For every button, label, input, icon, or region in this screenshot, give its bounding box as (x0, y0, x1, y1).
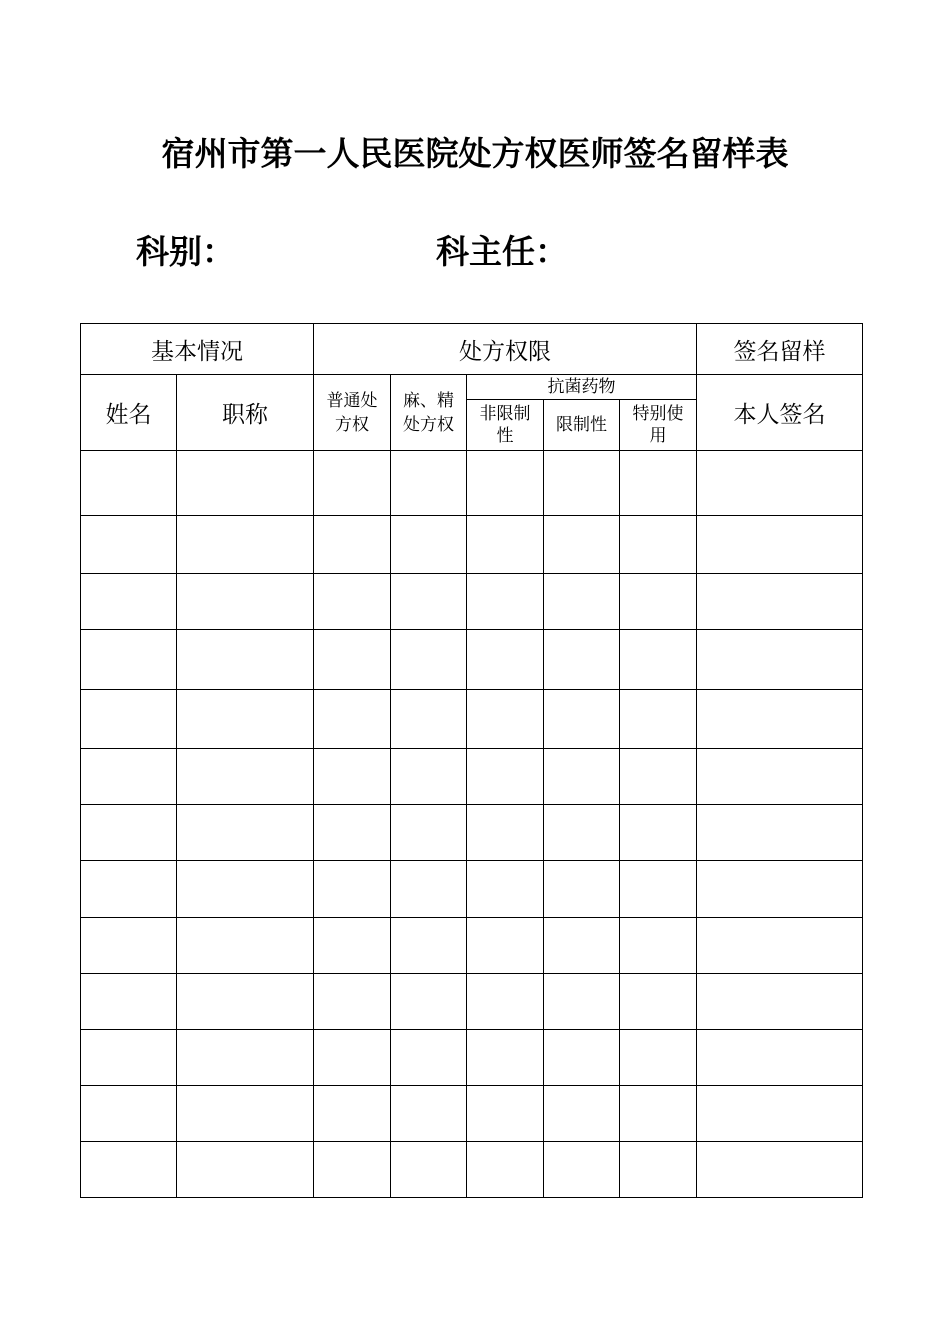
department-label: 科别： (136, 232, 235, 271)
table-cell (697, 574, 863, 630)
table-cell (81, 918, 177, 974)
table-cell (620, 516, 697, 574)
header-special-line2: 用 (649, 426, 667, 446)
table-cell (391, 1030, 467, 1086)
table-cell (620, 918, 697, 974)
table-cell (697, 861, 863, 918)
table-cell (544, 451, 620, 516)
table-cell (467, 1030, 544, 1086)
table-cell (467, 690, 544, 749)
header-name: 姓名 (81, 375, 177, 451)
table-cell (81, 451, 177, 516)
table-cell (391, 861, 467, 918)
table-cell (620, 690, 697, 749)
table-cell (177, 805, 314, 861)
table-cell (697, 974, 863, 1030)
header-special-line1: 特别使 (632, 404, 684, 424)
table-row (81, 1142, 863, 1198)
table-cell (81, 690, 177, 749)
table-cell (81, 1086, 177, 1142)
table-cell (697, 918, 863, 974)
table-cell (391, 749, 467, 805)
table-cell (467, 516, 544, 574)
table-cell (467, 749, 544, 805)
table-cell (697, 516, 863, 574)
table-cell (544, 690, 620, 749)
table-cell (697, 690, 863, 749)
table-cell (314, 516, 391, 574)
table-cell (620, 1030, 697, 1086)
table-cell (620, 861, 697, 918)
table-cell (697, 805, 863, 861)
table-row (81, 805, 863, 861)
table-row (81, 516, 863, 574)
table-cell (467, 1086, 544, 1142)
table-row (81, 918, 863, 974)
table-cell (697, 630, 863, 690)
table-row (81, 749, 863, 805)
table-cell (697, 1142, 863, 1198)
header-narcotic-privilege (391, 375, 467, 451)
table-cell (620, 805, 697, 861)
table-cell (620, 1086, 697, 1142)
table-cell (81, 805, 177, 861)
table-cell (391, 1086, 467, 1142)
table-cell (314, 918, 391, 974)
table-cell (177, 630, 314, 690)
table-cell (314, 574, 391, 630)
table-row (81, 1086, 863, 1142)
header-title: 职称 (177, 375, 314, 451)
table-cell (544, 861, 620, 918)
table-cell (314, 690, 391, 749)
table-cell (544, 516, 620, 574)
table-cell (81, 630, 177, 690)
table-cell (620, 451, 697, 516)
table-cell (314, 1086, 391, 1142)
table-cell (697, 1086, 863, 1142)
table-cell (467, 574, 544, 630)
table-row (81, 1030, 863, 1086)
table-cell (177, 749, 314, 805)
header-antibiotics: 抗菌药物 (467, 375, 697, 400)
header-basic-info: 基本情况 (81, 324, 314, 375)
header-general-line2: 方权 (335, 414, 369, 435)
table-cell (391, 451, 467, 516)
table-cell (544, 630, 620, 690)
table-cell (177, 690, 314, 749)
table-cell (177, 918, 314, 974)
table-cell (314, 1030, 391, 1086)
table-cell (314, 861, 391, 918)
header-unrestricted-line1: 非限制 (479, 404, 531, 424)
table-cell (81, 861, 177, 918)
director-label: 科主任： (436, 232, 568, 271)
table-cell (467, 974, 544, 1030)
table-cell (467, 805, 544, 861)
table-cell (467, 630, 544, 690)
table-cell (391, 630, 467, 690)
header-general-line1: 普通处 (326, 390, 378, 411)
table-row (81, 974, 863, 1030)
table-cell (314, 805, 391, 861)
header-restricted: 限制性 (544, 400, 620, 451)
signature-form-table (80, 323, 863, 1198)
table-cell (620, 630, 697, 690)
table-cell (314, 749, 391, 805)
table-cell (81, 574, 177, 630)
table-cell (467, 451, 544, 516)
table-cell (314, 1142, 391, 1198)
table-cell (620, 574, 697, 630)
header-special (620, 400, 697, 451)
table-cell (391, 574, 467, 630)
table-cell (177, 1142, 314, 1198)
table-cell (544, 1142, 620, 1198)
table-row (81, 451, 863, 516)
header-narcotic-line2: 处方权 (403, 414, 454, 435)
table-cell (544, 1086, 620, 1142)
table-cell (620, 974, 697, 1030)
header-prescription-privilege: 处方权限 (314, 324, 697, 375)
table-cell (544, 749, 620, 805)
table-cell (391, 690, 467, 749)
table-cell (81, 1142, 177, 1198)
table-cell (620, 1142, 697, 1198)
table-row (81, 861, 863, 918)
table-cell (697, 451, 863, 516)
table-cell (467, 1142, 544, 1198)
table-cell (391, 1142, 467, 1198)
table-cell (391, 805, 467, 861)
document-title: 宿州市第一人民医院处方权医师签名留样表 (161, 134, 789, 173)
table-cell (177, 861, 314, 918)
table-cell (81, 749, 177, 805)
table-cell (177, 1086, 314, 1142)
header-row-groups (81, 324, 863, 375)
table-cell (177, 974, 314, 1030)
table-cell (81, 974, 177, 1030)
table-cell (391, 974, 467, 1030)
table-cell (177, 574, 314, 630)
table-cell (391, 516, 467, 574)
table-row (81, 630, 863, 690)
table-cell (177, 516, 314, 574)
header-signature-sample: 签名留样 (697, 324, 863, 375)
table-cell (177, 451, 314, 516)
header-unrestricted-line2: 性 (496, 426, 514, 446)
table-cell (697, 1030, 863, 1086)
table-cell (467, 861, 544, 918)
header-self-signature: 本人签名 (697, 375, 863, 451)
table-cell (544, 805, 620, 861)
table-cell (544, 974, 620, 1030)
table-cell (81, 1030, 177, 1086)
table-cell (697, 749, 863, 805)
header-general-privilege (314, 375, 391, 451)
table-cell (314, 451, 391, 516)
table-cell (544, 1030, 620, 1086)
table-cell (544, 918, 620, 974)
header-unrestricted (467, 400, 544, 451)
table-cell (177, 1030, 314, 1086)
table-cell (467, 918, 544, 974)
table-row (81, 574, 863, 630)
table-cell (620, 749, 697, 805)
table-cell (314, 974, 391, 1030)
table-cell (391, 918, 467, 974)
header-narcotic-line1: 麻、精 (403, 390, 454, 411)
table-row (81, 690, 863, 749)
table-cell (544, 574, 620, 630)
header-row-columns (81, 375, 863, 400)
table-cell (81, 516, 177, 574)
table-cell (314, 630, 391, 690)
